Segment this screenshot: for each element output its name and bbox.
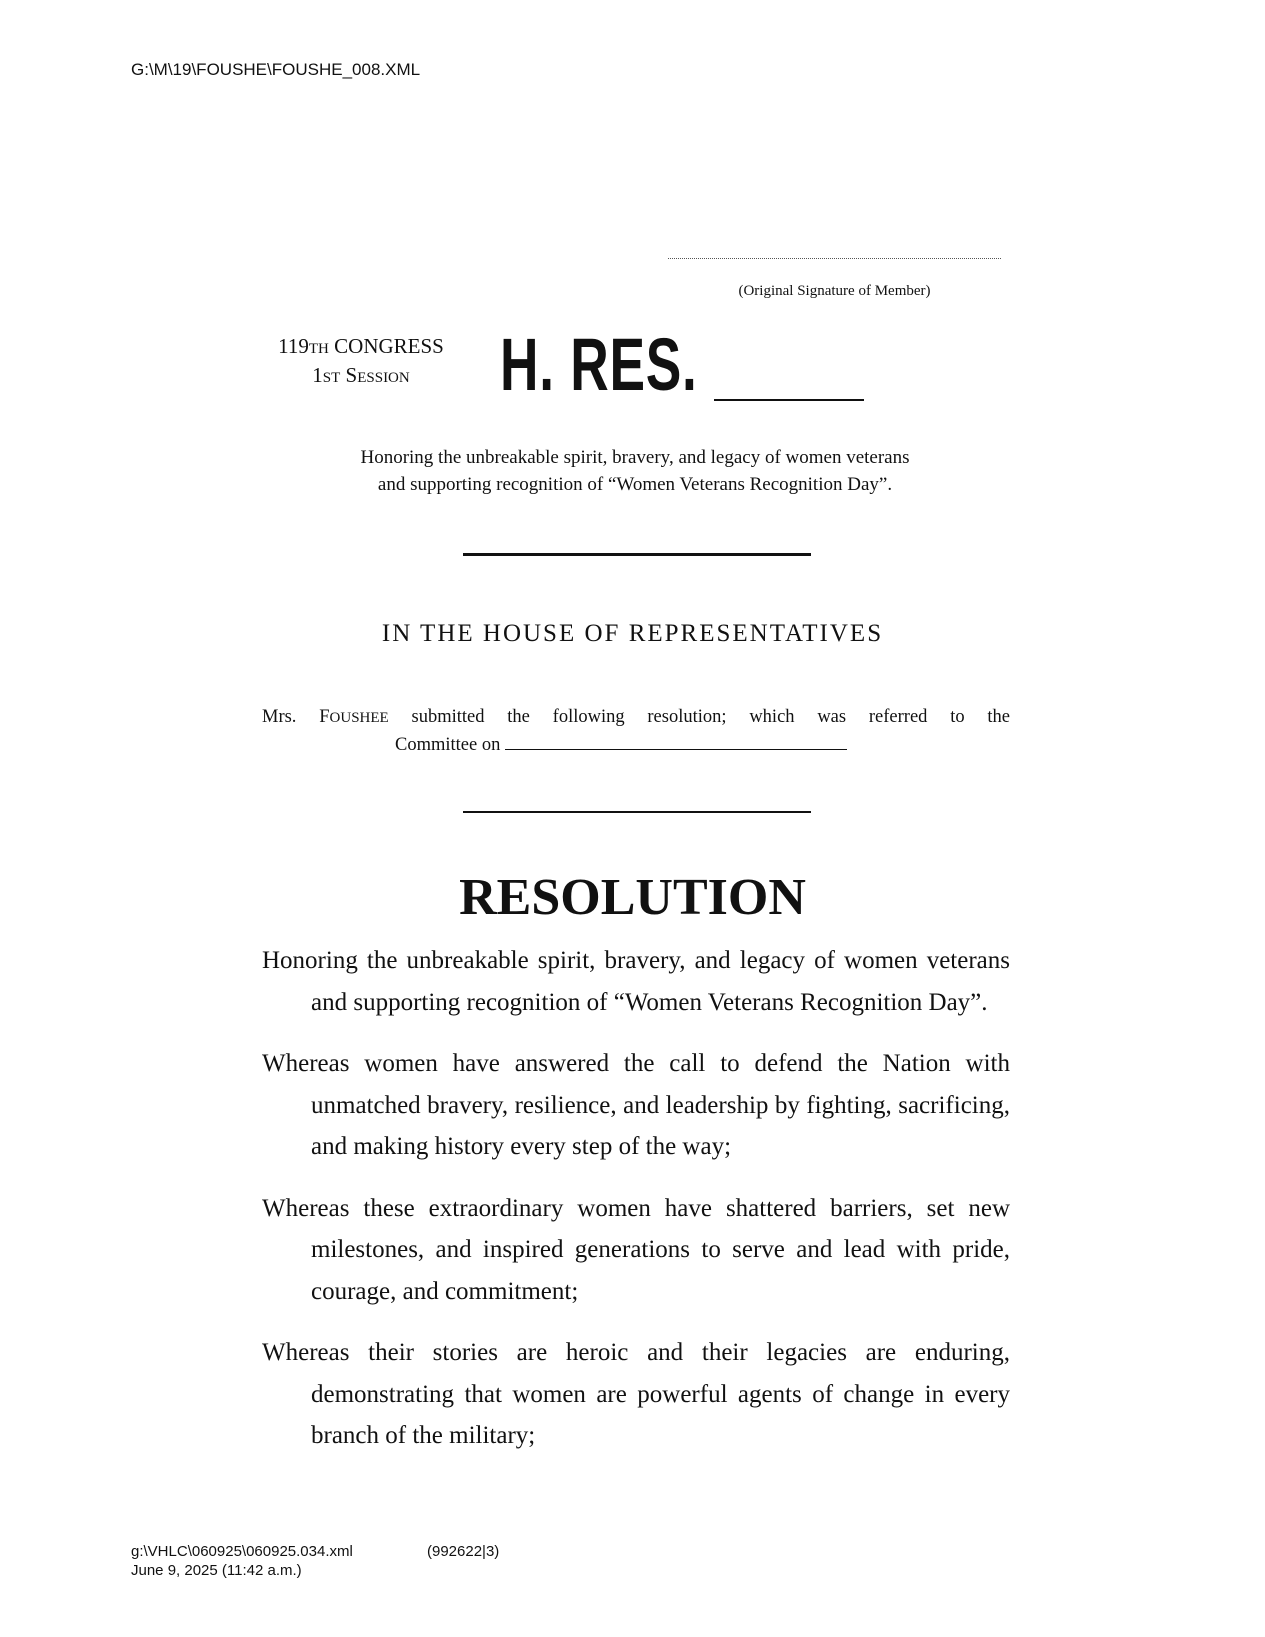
bill-type: H. RES. xyxy=(500,323,698,406)
congress-suffix: TH xyxy=(308,341,329,357)
whereas-clause: Whereas their stories are heroic and their legacies are enduring, demonstrating that women are powerful agents of change in every branch of the military; xyxy=(262,1339,1010,1449)
short-title xyxy=(280,444,990,498)
congress-line xyxy=(250,333,472,362)
whereas-clause: Whereas women have answered the call to defend the Nation with unmatched bravery, resilience, and leadership by fighting, sacrificing, and making history every step of the way; xyxy=(262,1050,1010,1160)
committee-label: Committee on xyxy=(395,735,505,755)
intro-text: submitted the following resolution; which was referred to the xyxy=(388,707,1010,727)
footer-date: June 9, 2025 (11:42 a.m.) xyxy=(131,1562,302,1579)
title-paragraph: Honoring the unbreakable spirit, bravery, and legacy of women veterans and supporting recognition of “Women Veterans Recognition Day”. xyxy=(262,947,1010,1016)
divider-rule xyxy=(463,553,811,556)
session-number: 1 xyxy=(312,363,323,387)
footer-code: (992622|3) xyxy=(427,1543,500,1560)
file-path-header: G:\M\19\FOUSHE\FOUSHE_008.XML xyxy=(131,60,421,79)
session-suffix: ST xyxy=(322,370,341,386)
sponsor-prefix: Mrs. F xyxy=(262,707,330,727)
introduction-statement xyxy=(262,704,1010,759)
session-label: S xyxy=(340,363,358,387)
congress-label: CONGRESS xyxy=(328,334,444,358)
congress-session xyxy=(250,333,472,391)
signature-label: (Original Signature of Member) xyxy=(738,283,931,299)
signature-line xyxy=(668,258,1001,259)
congress-number: 119 xyxy=(278,334,309,358)
session-label-small: ESSION xyxy=(357,370,410,386)
resolution-body xyxy=(262,940,1010,1477)
committee-line xyxy=(262,732,1010,759)
document-type-heading: RESOLUTION xyxy=(459,869,806,926)
bill-number-blank xyxy=(714,399,864,401)
session-line xyxy=(250,362,472,391)
short-title-line: and supporting recognition of “Women Veterans Recognition Day”. xyxy=(377,474,893,495)
intro-line xyxy=(262,704,1010,732)
footer-file: g:\VHLC\060925\060925.034.xml xyxy=(131,1543,353,1560)
short-title-line: Honoring the unbreakable spirit, bravery, and legacy of women veterans xyxy=(360,447,910,468)
whereas-clause: Whereas these extraordinary women have shattered barriers, set new milestones, and inspired generations to serve and lead with pride, courage, and commitment; xyxy=(262,1194,1010,1305)
footer xyxy=(131,1542,500,1580)
sponsor-name: OUSHEE xyxy=(329,710,389,726)
committee-blank xyxy=(505,749,847,750)
divider-rule xyxy=(463,811,811,813)
chamber-heading: IN THE HOUSE OF REPRESENTATIVES xyxy=(381,620,884,647)
